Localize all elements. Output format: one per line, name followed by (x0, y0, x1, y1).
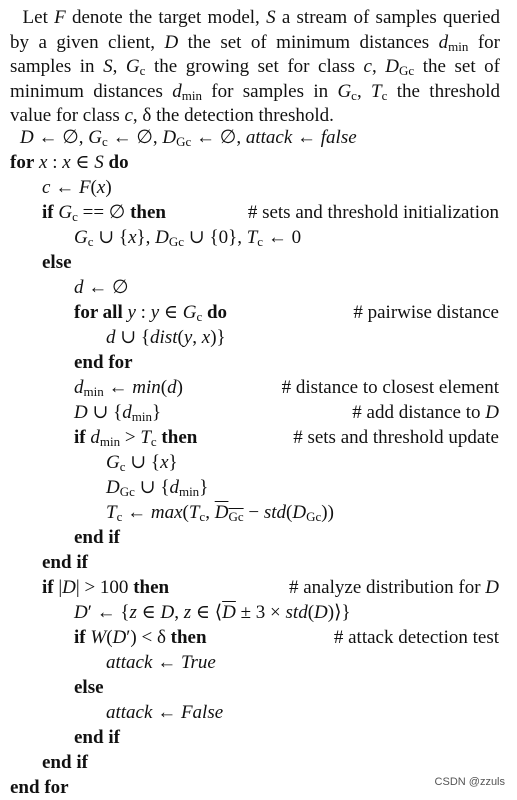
algo-line-end-if1: end if (74, 527, 120, 548)
algo-line-if-empty: if $G_c$ == ∅ then (42, 202, 167, 224)
algo-line-if-w: if W(D′) < δ then (74, 627, 207, 648)
algo-comment-if-100: # analyze distribution for D (288, 577, 499, 598)
algo-comment-for-all: # pairwise distance (353, 302, 499, 323)
algo-line-dmin: $d_{min}$ ← min(d) (74, 377, 183, 399)
algo-line-for-all: for all y : y ∈ $G_c$ do (74, 302, 228, 324)
algo-line-add-d: D ∪ $\{d_{min}\}$ (74, 402, 162, 424)
watermark: CSDN @zzuls (434, 776, 505, 788)
algorithm-intro (10, 6, 500, 129)
algo-line-attack-true: attack ← True (106, 652, 216, 673)
algo-line-dist: d ∪ {dist(y, x)} (106, 327, 226, 348)
algo-line-attack-false: attack ← False (106, 702, 224, 723)
algo-line-if-dmin: if $d_{min} > T_c$ then (74, 427, 198, 449)
algo-line-end-if2: end if (42, 552, 88, 573)
algo-line-end-for1: end for (74, 352, 133, 373)
algo-line-tc-update: $T_c$ ← $\max(T_c$, $D_{Gc} - std(D_{Gc})$) (106, 502, 334, 524)
algo-line-end-if3: end if (74, 727, 120, 748)
algo-line-end-if4: end if (42, 752, 88, 773)
algo-line-end-for2: end for (10, 777, 69, 798)
algo-comment-if-empty: # sets and threshold initialization (247, 202, 499, 223)
algo-line-init: D ← ∅, $G_c$ ← ∅, $D_{Gc}$ ← ∅, attack ← false (20, 127, 357, 149)
algo-line-else1: else (42, 252, 72, 273)
algo-line-else2: else (74, 677, 104, 698)
algo-line-dprime: D′ ← {z ∈ D, z ∈ $⟨\overline{D} \pm 3$ × std(D)⟩} (74, 602, 351, 623)
intro-paragraph: Let F denote the target model, S a stream of samples queried by a given client, D the set of minimum distances $d_{min}$ for samples in S, $G_c$ the growing set for class c, $D_{Gc}$ the set of minimum distances $d_{min}$ for samples in $G_c$, $T_c$ the threshold value for class c, δ the detection threshold. (10, 7, 501, 126)
algo-line-for-s: for x : x ∈ S do (10, 152, 129, 173)
algo-line-init-sets: $G_c$ ∪ {x}, $D_{Gc}$ ∪ {0}, $T_c$ ← 0 (74, 227, 302, 249)
algo-comment-dmin: # distance to closest element (281, 377, 499, 398)
algo-line-dgc-add: $D_{Gc}$ ∪ $\{d_{min}\}$ (106, 477, 209, 499)
algo-comment-if-dmin: # sets and threshold update (293, 427, 499, 448)
algo-comment-add-d: # add distance to D (352, 402, 499, 423)
algo-line-d-empty: d ← ∅ (74, 277, 129, 298)
algo-line-if-100: if |D| > 100 then (42, 577, 170, 598)
algo-line-predict: c ← F(x) (42, 177, 112, 198)
algo-comment-if-w: # attack detection test (333, 627, 499, 648)
algo-line-gc-add: $G_c$ ∪ {x} (106, 452, 178, 474)
